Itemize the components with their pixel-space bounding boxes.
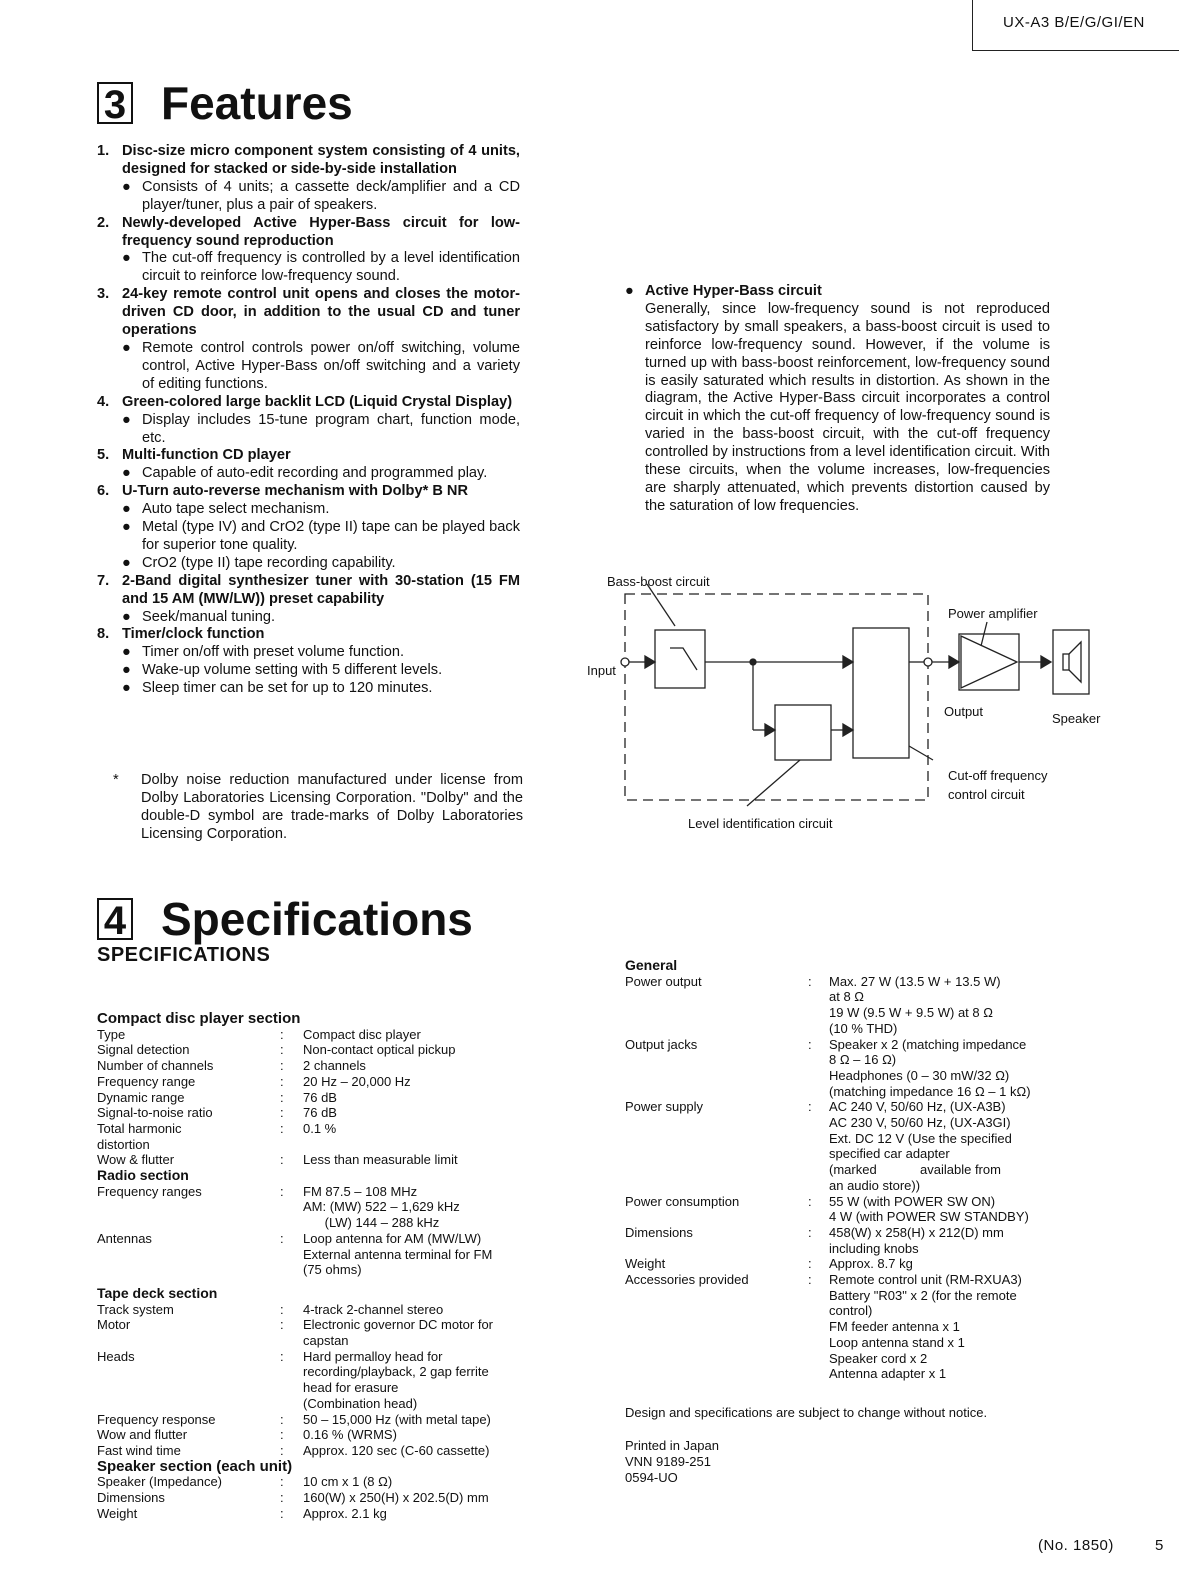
- spec-value-line: 55 W (with POWER SW ON): [829, 1193, 996, 1209]
- feature-bullet: [97, 644, 520, 662]
- feature-bullet: [97, 250, 520, 286]
- feature-bullet-text: Consists of 4 units; a cassette deck/amplifier and a CD player/tuner, plus a pair of speakers.: [142, 178, 520, 213]
- spec-row: [97, 1506, 527, 1522]
- spec-value: [303, 1474, 392, 1490]
- feature-bullet: [97, 609, 520, 627]
- bass-boost-pointer: [647, 584, 675, 626]
- spec-section-heading: Compact disc player section: [97, 1010, 301, 1027]
- feature-title-text: Newly-developed Active Hyper-Bass circuit for low-frequency sound reproduction: [122, 214, 520, 249]
- feature-bullet-text: CrO2 (type II) tape recording capability.: [142, 554, 396, 571]
- spec-value: [303, 1027, 421, 1043]
- input-terminal: [621, 658, 629, 666]
- spec-key: Wow and flutter: [97, 1427, 188, 1443]
- spec-value-line: including knobs: [829, 1240, 919, 1256]
- spec-colon: :: [280, 1042, 284, 1058]
- spec-value-line: 76 dB: [303, 1105, 337, 1121]
- spec-value-line: Max. 27 W (13.5 W + 13.5 W): [829, 973, 1001, 989]
- feature-title: [97, 626, 520, 644]
- spec-key: Antennas: [97, 1230, 152, 1246]
- amplifier-triangle-icon: [961, 636, 1017, 688]
- spec-value-line: Loop antenna for AM (MW/LW): [303, 1230, 482, 1246]
- spec-value-line: (75 ohms): [303, 1262, 362, 1278]
- spec-value-line: FM 87.5 – 108 MHz: [303, 1183, 418, 1199]
- feature-title: [97, 286, 520, 340]
- spec-value: [303, 1302, 443, 1318]
- spec-colon: :: [280, 1427, 284, 1443]
- spec-value-line: 50 – 15,000 Hz (with metal tape): [303, 1411, 491, 1427]
- feature-bullet-text: Capable of auto-edit recording and programmed play.: [142, 465, 488, 482]
- spec-colon: :: [808, 1272, 812, 1288]
- spec-value-line: 160(W) x 250(H) x 202.5(D) mm: [303, 1490, 489, 1506]
- spec-value-line: (marked available from: [829, 1162, 1001, 1178]
- spec-value-line: (LW) 144 – 288 kHz: [303, 1215, 440, 1231]
- bullet-icon: ●: [122, 178, 131, 195]
- spec-value: [303, 1058, 366, 1074]
- spec-value-line: Approx. 120 sec (C-60 cassette): [303, 1442, 490, 1458]
- spec-key: Dimensions: [97, 1490, 165, 1506]
- feature-number: 2.: [97, 214, 110, 231]
- spec-row: [97, 1349, 527, 1412]
- spec-key: Power consumption: [625, 1193, 740, 1209]
- spec-value-line: AC 230 V, 50/60 Hz, (UX-A3GI): [829, 1115, 1011, 1131]
- bass-boost-enclosure: [625, 594, 928, 800]
- feature-bullet: [97, 555, 520, 573]
- spec-value: [829, 1225, 1004, 1256]
- spec-key: Weight: [625, 1256, 666, 1272]
- spec-colon: :: [808, 1036, 812, 1052]
- spec-key: Dynamic range: [97, 1089, 185, 1105]
- spec-value-line: capstan: [303, 1333, 349, 1349]
- spec-key: Signal-to-noise ratio: [97, 1105, 213, 1121]
- spec-colon: :: [808, 1256, 812, 1272]
- bullet-icon: ●: [122, 608, 131, 625]
- specifications-heading: [97, 892, 473, 946]
- spec-value: [303, 1506, 387, 1522]
- section-title: Features: [161, 77, 353, 129]
- spec-value-line: Antenna adapter x 1: [829, 1366, 947, 1382]
- feature-bullet: [97, 465, 520, 483]
- note-text: Dolby noise reduction manufactured under license from Dolby Laboratories Licensing Corporation. "Dolby" and the double-D symbol are trade-marks of Dolby Laboratories Licensing Corporation.: [141, 772, 523, 842]
- hyper-bass-description: [625, 283, 1050, 516]
- bullet-icon: ●: [122, 339, 131, 356]
- spec-value-line: 0.16 % (WRMS): [303, 1427, 397, 1443]
- spec-value: [829, 1256, 913, 1272]
- spec-value-line: Compact disc player: [303, 1026, 421, 1042]
- spec-value-line: head for erasure: [303, 1380, 399, 1396]
- spec-colon: :: [280, 1183, 284, 1199]
- spec-value: [303, 1443, 489, 1459]
- spec-value: [303, 1231, 492, 1278]
- spec-value-line: Loop antenna stand x 1: [829, 1334, 965, 1350]
- spec-value-line: control): [829, 1303, 873, 1319]
- feature-title-text: Disc-size micro component system consisting of 4 units, designed for stacked or side-by-side installation: [122, 143, 520, 177]
- spec-value-line: Non-contact optical pickup: [303, 1042, 456, 1058]
- spec-value: [303, 1317, 493, 1348]
- spec-value-line: 2 channels: [303, 1058, 366, 1074]
- feature-title: [97, 447, 520, 465]
- spec-value: [829, 1099, 1012, 1193]
- spec-colon: :: [280, 1317, 284, 1333]
- features-heading: [97, 76, 353, 130]
- spec-row: [625, 1194, 1065, 1225]
- note-mark: *: [113, 772, 119, 788]
- spec-value-line: FM feeder antenna x 1: [829, 1319, 960, 1335]
- level-id-pointer: [747, 760, 800, 806]
- feature-bullet: [97, 179, 520, 215]
- feature-bullet: [97, 412, 520, 448]
- hyper-bass-block-diagram: [575, 560, 1115, 830]
- spec-value-line: 10 cm x 1 (8 Ω): [303, 1474, 393, 1490]
- feature-bullet: [97, 501, 520, 519]
- spec-row: [97, 1090, 527, 1106]
- label-cutoff-1: Cut-off frequency: [948, 768, 1048, 783]
- feature-bullet: [97, 662, 520, 680]
- document-number: (No. 1850): [1038, 1537, 1114, 1554]
- arrow-icon: [645, 656, 655, 668]
- bullet-icon: ●: [122, 680, 131, 697]
- spec-value: [303, 1042, 455, 1058]
- spec-row: [97, 1042, 527, 1058]
- spec-value-line: specified car adapter: [829, 1146, 950, 1162]
- spec-value-line: Hard permalloy head for: [303, 1348, 443, 1364]
- spec-row: [97, 1184, 527, 1231]
- spec-value: [303, 1074, 411, 1090]
- spec-value-line: at 8 Ω: [829, 989, 865, 1005]
- feature-number: 1.: [97, 143, 110, 159]
- spec-value-line: (matching impedance 16 Ω – 1 kΩ): [829, 1083, 1031, 1099]
- spec-key: Type: [97, 1026, 126, 1042]
- spec-key: Heads: [97, 1348, 135, 1364]
- spec-key: Output jacks: [625, 1036, 698, 1052]
- spec-row: [625, 974, 1065, 1037]
- specifications-subtitle: SPECIFICATIONS: [97, 944, 271, 966]
- spec-section-heading: Speaker section (each unit): [97, 1457, 293, 1475]
- spec-key: Dimensions: [625, 1224, 693, 1240]
- speaker-box: [1053, 630, 1089, 694]
- spec-value: [303, 1121, 336, 1152]
- spec-value-line: Battery "R03" x 2 (for the remote: [829, 1287, 1017, 1303]
- spec-value-line: 20 Hz – 20,000 Hz: [303, 1073, 411, 1089]
- spec-row: [97, 1443, 527, 1459]
- feature-bullet-text: Metal (type IV) and CrO2 (type II) tape can be played back for superior tone quality.: [142, 519, 521, 553]
- spec-value: [303, 1412, 491, 1428]
- feature-bullet-text: Seek/manual tuning.: [142, 608, 276, 625]
- spec-row: [625, 1272, 1065, 1382]
- label-input: Input: [587, 663, 616, 678]
- feature-bullet-text: Remote control controls power on/off switching, volume control, Active Hyper-Bass on/off switching and a variety of editing functions.: [142, 339, 520, 392]
- section-number: 4: [97, 898, 133, 940]
- spec-section-heading: Radio section: [97, 1167, 189, 1184]
- spec-colon: :: [808, 973, 812, 989]
- spec-value: [303, 1184, 460, 1231]
- feature-bullet-text: The cut-off frequency is controlled by a level identification circuit to reinforce low-frequency sound.: [142, 250, 520, 285]
- spec-colon: :: [280, 1073, 284, 1089]
- cutoff-control-block: [853, 628, 909, 758]
- spec-row: [625, 1099, 1065, 1193]
- spec-value-line: 458(W) x 258(H) x 212(D) mm: [829, 1224, 1004, 1240]
- spec-key: Frequency response: [97, 1411, 216, 1427]
- speaker-icon: [1063, 654, 1069, 670]
- spec-colon: :: [280, 1230, 284, 1246]
- section-number: 3: [97, 82, 133, 124]
- spec-colon: :: [280, 1301, 284, 1317]
- spec-key: Power output: [625, 973, 702, 989]
- spec-colon: :: [808, 1224, 812, 1240]
- spec-key: Weight: [97, 1505, 138, 1521]
- spec-notice: Design and specifications are subject to change without notice.: [625, 1405, 988, 1420]
- feature-bullet-text: Display includes 15-tune program chart, function mode, etc.: [142, 411, 520, 446]
- feature-title: [97, 573, 520, 609]
- spec-colon: :: [280, 1411, 284, 1427]
- spec-key: Fast wind time: [97, 1442, 181, 1458]
- bullet-icon: ●: [122, 662, 131, 679]
- feature-title: [97, 483, 520, 501]
- print-code: 0594-UO: [625, 1470, 678, 1485]
- spec-key: Frequency range: [97, 1073, 196, 1089]
- spec-key: Frequency ranges: [97, 1183, 202, 1199]
- feature-number: 6.: [97, 483, 110, 500]
- feature-title-text: Green-colored large backlit LCD (Liquid Crystal Display): [122, 393, 513, 410]
- dolby-note: [113, 772, 523, 844]
- spec-row: [625, 1037, 1065, 1100]
- feature-title-text: U-Turn auto-reverse mechanism with Dolby* B NR: [122, 483, 468, 500]
- spec-colon: :: [280, 1490, 284, 1506]
- spec-colon: :: [280, 1348, 284, 1364]
- bullet-icon: ●: [122, 501, 131, 518]
- label-level-id: Level identification circuit: [688, 816, 833, 831]
- spec-key: Speaker (Impedance): [97, 1474, 223, 1490]
- section-title: Specifications: [161, 893, 473, 945]
- label-power-amplifier: Power amplifier: [948, 606, 1038, 621]
- bullet-icon: ●: [122, 644, 131, 661]
- feature-title-text: Multi-function CD player: [122, 447, 291, 464]
- filter-block: [655, 630, 705, 688]
- feature-bullet-text: Sleep timer can be set for up to 120 minutes.: [142, 680, 433, 697]
- spec-value-line: AC 240 V, 50/60 Hz, (UX-A3B): [829, 1099, 1006, 1115]
- bullet-icon: ●: [122, 554, 131, 571]
- spec-row: [97, 1105, 527, 1121]
- power-amplifier-block: [959, 634, 1019, 690]
- spec-colon: :: [280, 1442, 284, 1458]
- spec-value-line: Headphones (0 – 30 mW/32 Ω): [829, 1067, 1010, 1083]
- spec-value: [829, 1194, 1029, 1225]
- spec-row: [97, 1152, 527, 1168]
- spec-key: Total harmonic distortion: [97, 1120, 182, 1152]
- spec-value-line: Speaker cord x 2: [829, 1350, 928, 1366]
- label-bass-boost: Bass-boost circuit: [607, 574, 710, 589]
- feature-number: 3.: [97, 286, 110, 303]
- spec-value-line: Remote control unit (RM-RXUA3): [829, 1272, 1022, 1288]
- spec-row: [625, 1225, 1065, 1256]
- label-cutoff-2: control circuit: [948, 787, 1025, 802]
- spec-value-line: 0.1 %: [303, 1120, 337, 1136]
- spec-row: [97, 1317, 527, 1348]
- spec-value: [829, 1272, 1022, 1382]
- bullet-icon: ●: [122, 519, 131, 536]
- spec-row: [97, 1474, 527, 1490]
- spec-colon: :: [280, 1105, 284, 1121]
- spec-row: [97, 1058, 527, 1074]
- bullet-icon: ●: [625, 283, 634, 299]
- spec-value-line: an audio store)): [829, 1177, 921, 1193]
- label-output: Output: [944, 704, 984, 719]
- spec-value: [303, 1427, 397, 1443]
- spec-value: [303, 1490, 489, 1506]
- model-label-box: [972, 0, 1179, 51]
- hyper-bass-heading: Active Hyper-Bass circuit: [645, 283, 822, 299]
- feature-title-text: 24-key remote control unit opens and closes the motor-driven CD door, in addition to the usual CD and tuner operations: [122, 286, 520, 339]
- features-list: [97, 143, 520, 698]
- spec-colon: :: [280, 1058, 284, 1074]
- spec-colon: :: [280, 1474, 284, 1490]
- spec-value-line: (Combination head): [303, 1395, 418, 1411]
- spec-key: Power supply: [625, 1099, 704, 1115]
- spec-colon: :: [808, 1099, 812, 1115]
- feature-bullet-text: Wake-up volume setting with 5 different levels.: [142, 662, 443, 679]
- spec-colon: :: [280, 1026, 284, 1042]
- spec-key: Wow & flutter: [97, 1152, 175, 1168]
- spec-value: [303, 1090, 337, 1106]
- spec-value-line: Ext. DC 12 V (Use the specified: [829, 1130, 1012, 1146]
- spec-value-line: 4-track 2-channel stereo: [303, 1301, 444, 1317]
- spec-colon: :: [280, 1505, 284, 1521]
- spec-section-heading: General: [625, 957, 678, 973]
- feature-bullet: [97, 340, 520, 394]
- cutoff-pointer: [909, 746, 933, 760]
- feature-bullet-text: Auto tape select mechanism.: [142, 501, 330, 518]
- spec-colon: :: [808, 1193, 812, 1209]
- spec-key: Track system: [97, 1301, 174, 1317]
- spec-value-line: Speaker x 2 (matching impedance: [829, 1036, 1027, 1052]
- spec-value: [829, 1037, 1031, 1100]
- spec-row: [97, 1121, 527, 1152]
- spec-row: [97, 1074, 527, 1090]
- bullet-icon: ●: [122, 250, 131, 267]
- spec-row: [97, 1027, 527, 1043]
- spec-value-line: 4 W (with POWER SW STANDBY): [829, 1209, 1029, 1225]
- spec-colon: :: [280, 1152, 284, 1168]
- feature-title-text: Timer/clock function: [122, 626, 265, 643]
- feature-number: 8.: [97, 626, 110, 643]
- model-label: UX-A3 B/E/G/GI/EN: [1003, 14, 1145, 31]
- spec-value: [303, 1152, 458, 1168]
- spec-key: Signal detection: [97, 1042, 190, 1058]
- feature-title: [97, 143, 520, 179]
- spec-section-heading: Tape deck section: [97, 1284, 218, 1301]
- spec-colon: :: [280, 1120, 284, 1136]
- hyper-bass-body: Generally, since low-frequency sound is not reproduced satisfactory by small speakers, a bass-boost circuit is used to reinforce low-frequency sound. However, if the volume is turned up with bass-boost reinforcement, low-frequency sound is easily saturated which results in distortion. As shown in the diagram, the Active Hyper-Bass circuit incorporates a control circuit in which the cut-off frequency of low-frequency sound is varied in the bass-boost circuit, with the cut-off frequency controlled by instructions from a level identification circuit. With these circuits, when the volume increases, low-frequencies are sharply attenuated, which prevents distortion caused by the saturation of low frequencies.: [645, 300, 1050, 514]
- spec-row: [625, 1256, 1065, 1272]
- feature-title: [97, 394, 520, 412]
- spec-left-column: [97, 1011, 527, 1522]
- spec-value-line: 8 Ω – 16 Ω): [829, 1052, 897, 1068]
- page-number: 5: [1155, 1537, 1164, 1554]
- feature-title: [97, 215, 520, 251]
- spec-value-line: 19 W (9.5 W + 9.5 W) at 8 Ω: [829, 1005, 993, 1021]
- spec-row: [97, 1490, 527, 1506]
- feature-bullet: [97, 519, 520, 555]
- spec-row: [97, 1302, 527, 1318]
- spec-right-column: [625, 958, 1065, 1382]
- spec-value-line: Electronic governor DC motor for: [303, 1317, 494, 1333]
- feature-bullet: [97, 680, 520, 698]
- spec-value-line: (10 % THD): [829, 1020, 898, 1036]
- spec-value-line: Approx. 2.1 kg: [303, 1505, 387, 1521]
- spec-value-line: External antenna terminal for FM: [303, 1246, 493, 1262]
- bullet-icon: ●: [122, 411, 131, 428]
- feature-number: 5.: [97, 447, 110, 464]
- printed-in: Printed in Japan: [625, 1438, 719, 1453]
- vnn-code: VNN 9189-251: [625, 1454, 711, 1469]
- spec-value-line: Approx. 8.7 kg: [829, 1256, 913, 1272]
- spec-value-line: AM: (MW) 522 – 1,629 kHz: [303, 1199, 460, 1215]
- spec-row: [97, 1231, 527, 1278]
- filter-curve-icon: [670, 648, 697, 670]
- spec-key: Accessories provided: [625, 1272, 749, 1288]
- spec-value: [303, 1349, 489, 1412]
- spec-key: Motor: [97, 1317, 131, 1333]
- spec-value-line: Less than measurable limit: [303, 1152, 458, 1168]
- feature-title-text: 2-Band digital synthesizer tuner with 30-station (15 FM and 15 AM (MW/LW)) preset capability: [122, 572, 520, 607]
- feature-number: 4.: [97, 393, 110, 410]
- feature-bullet-text: Timer on/off with preset volume function.: [142, 644, 404, 661]
- bullet-icon: ●: [122, 465, 131, 482]
- label-speaker: Speaker: [1052, 711, 1101, 726]
- spec-value: [829, 974, 1001, 1037]
- spec-value-line: recording/playback, 2 gap ferrite: [303, 1364, 489, 1380]
- spec-key: Number of channels: [97, 1058, 214, 1074]
- output-terminal: [924, 658, 932, 666]
- level-identification-block: [775, 705, 831, 760]
- feature-number: 7.: [97, 572, 110, 589]
- spec-value-line: 76 dB: [303, 1089, 337, 1105]
- spec-value: [303, 1105, 337, 1121]
- spec-row: [97, 1427, 527, 1443]
- spec-row: [97, 1412, 527, 1428]
- spec-colon: :: [280, 1089, 284, 1105]
